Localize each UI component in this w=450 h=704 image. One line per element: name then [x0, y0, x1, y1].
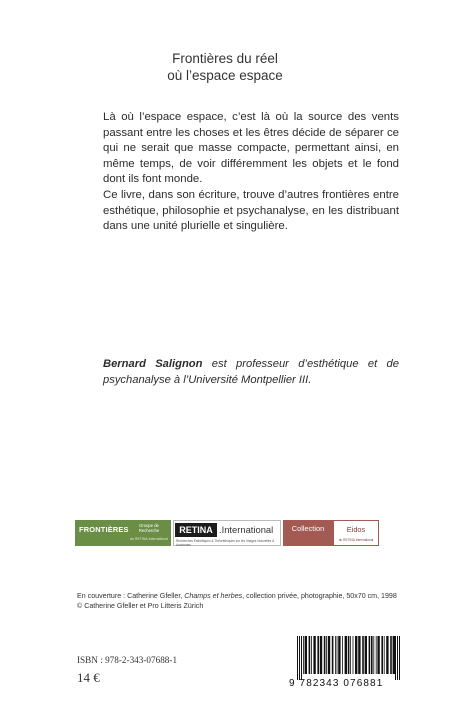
- barcode-bar: [390, 636, 392, 674]
- credit-prefix: En couverture : Catherine Gfeller,: [77, 592, 185, 600]
- book-title: [0, 50, 450, 84]
- barcode-bar: [345, 636, 347, 674]
- barcode-bar: [369, 636, 371, 674]
- barcode-bar: [337, 636, 338, 674]
- barcode: [289, 636, 405, 692]
- barcode-guard-bar: [299, 636, 300, 680]
- frontieres-logo: [75, 520, 171, 546]
- barcode-bar: [386, 636, 388, 674]
- collection-eidos-logo: [283, 520, 379, 546]
- barcode-bar: [332, 636, 334, 674]
- barcode-guard-bar: [395, 636, 396, 680]
- barcode-bar: [353, 636, 354, 674]
- credit-details: , collection privée, photographie, 50x70 cm, 1998: [242, 592, 397, 600]
- barcode-bar: [355, 636, 357, 674]
- retina-international-logo: [173, 520, 281, 546]
- barcode-bar: [358, 636, 360, 674]
- barcode-bar: [305, 636, 307, 674]
- title-line-1: Frontières du réel: [172, 51, 278, 66]
- retina-logo-suffix: .International: [219, 524, 274, 535]
- barcode-bar: [371, 636, 373, 674]
- barcode-bar: [381, 636, 383, 674]
- eidos-logo-tag: du RETINA.International: [338, 538, 374, 542]
- frontieres-logo-subtitle: Groupe de Recherche: [138, 523, 160, 533]
- eidos-logo-name-box: [333, 520, 379, 546]
- copyright-line: © Catherine Gfeller et Pro Litteris Zürich: [77, 602, 204, 611]
- barcode-guard-bar: [297, 636, 298, 680]
- eidos-collection-label: Collection: [291, 524, 325, 533]
- barcode-guard-bar: [399, 636, 400, 680]
- barcode-bar: [377, 636, 379, 674]
- author-description: est professeur d’esthétique et de psychanalyse à l’Université Montpellier III.: [103, 358, 399, 386]
- author-bio: [103, 357, 399, 388]
- barcode-bar: [317, 636, 319, 674]
- barcode-bar: [335, 636, 336, 674]
- price: 14 €: [77, 670, 100, 685]
- blurb-paragraph-2: Ce livre, dans son écriture, trouve d’autres frontières entre esthétique, philosophie et psychanalyse, en les distribuant dans une unité plurielle et singulière.: [103, 188, 399, 233]
- barcode-bar: [362, 636, 364, 674]
- barcode-bar: [393, 636, 395, 674]
- barcode-bar: [348, 636, 350, 674]
- barcode-bar: [384, 636, 385, 674]
- back-cover-blurb: [103, 110, 399, 235]
- barcode-bar: [350, 636, 351, 674]
- barcode-bar: [338, 636, 340, 674]
- author-name: Bernard Salignon: [103, 358, 203, 370]
- barcode-bar: [376, 636, 377, 674]
- barcode-bar: [342, 636, 343, 674]
- retina-logo-tagline: Recherches Esthétiques & Théoréthiques sur les Images Nouvelles & Anciennes: [176, 539, 275, 547]
- barcode-bar: [313, 636, 315, 674]
- barcode-guard-bar: [397, 636, 398, 680]
- barcode-bar: [311, 636, 312, 674]
- frontieres-logo-name: FRONTIÈRES: [79, 525, 129, 534]
- barcode-bars: [289, 636, 405, 680]
- barcode-bar: [324, 636, 326, 674]
- eidos-logo-collection: [283, 520, 333, 546]
- barcode-bar: [373, 636, 374, 674]
- barcode-digits: 9 782343 076881: [289, 678, 384, 689]
- blurb-paragraph-1: Là où l’espace espace, c’est là où la source des vents passant entre les choses et les êtres décide de séparer ce qui ne serait que masse compacte, permettant ainsi, en même temps, de voir différemment les objets et le fond dont ils font monde.: [103, 111, 399, 186]
- eidos-logo-name: Eidos: [346, 525, 366, 534]
- publisher-logos: [75, 520, 379, 546]
- barcode-bar: [303, 636, 304, 674]
- credit-work-title: Champs et herbes: [184, 592, 243, 600]
- frontieres-logo-tag: du RETINA.International: [130, 537, 168, 541]
- barcode-bar: [365, 636, 367, 674]
- cover-credits: [77, 591, 407, 611]
- isbn: ISBN : 978-2-343-07688-1: [77, 655, 178, 665]
- cover-credit-line: [77, 591, 407, 601]
- barcode-bar: [309, 636, 311, 674]
- barcode-bar: [320, 636, 322, 674]
- retina-logo-name: RETINA: [175, 523, 217, 537]
- barcode-bar: [326, 636, 327, 674]
- title-line-2: où l’espace espace: [167, 68, 283, 83]
- barcode-bar: [328, 636, 330, 674]
- barcode-guard-bar: [301, 636, 302, 680]
